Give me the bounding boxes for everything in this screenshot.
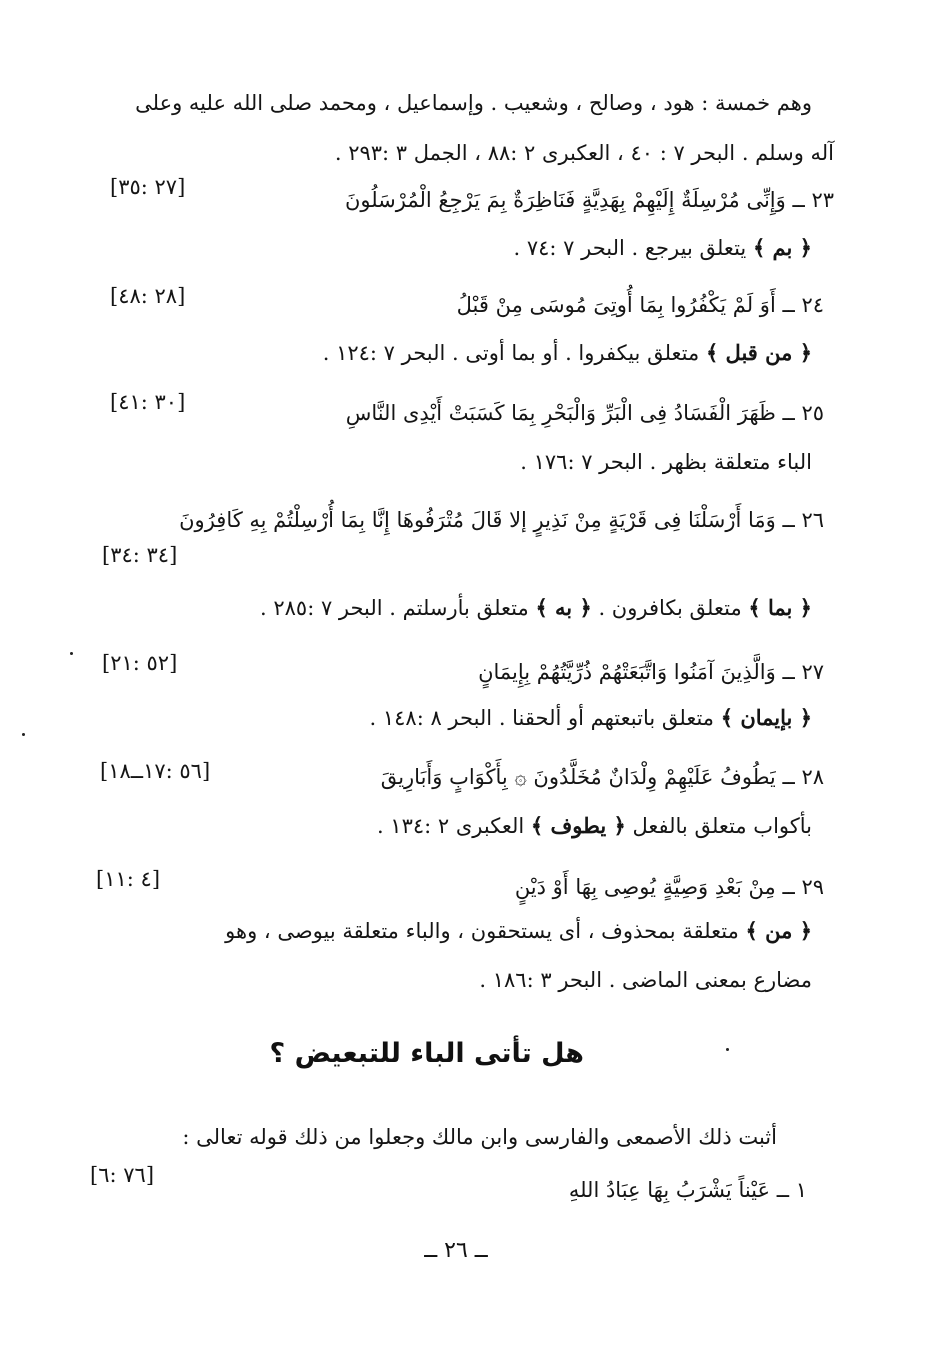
verse-26: ٢٦ ــ وَمَا أَرْسَلْنَا فِى قَرْيَةٍ مِنْ نَذِيرٍ إلا قَالَ مُتْرَفُوهَا إِنَّا بِمَا أُرْسِلْتُمْ بِهِ كَافِرُونَ xyxy=(179,508,824,532)
section-verse-1: ١ ــ عَيْناً يَشْرَبُ بِهَا عِبَادُ اللهِ xyxy=(568,1178,807,1202)
note-26-text-2: متعلق بأرسلتم . البحر ٧ :٢٨٥ . xyxy=(259,596,536,620)
margin-speck xyxy=(70,652,73,655)
intro-line-1: وهم خمسة : هود ، وصالح ، وشعيب . وإسماعيل ، ومحمد صلى الله عليه وعلى xyxy=(135,91,812,115)
verse-29-reference: [٤ :١١] xyxy=(96,867,161,891)
verse-25: ٢٥ ــ ظَهَرَ الْفَسَادُ فِى الْبَرِّ وَالْبَحْرِ بِمَا كَسَبَتْ أَيْدِى النَّاسِ xyxy=(345,401,824,425)
verse-27: ٢٧ ــ وَالَّذِينَ آمَنُوا وَاتَّبَعَتْهُمْ ذُرِّيَّتُهُمْ بِإِيمَانٍ xyxy=(478,660,824,684)
note-24-text: متعلق بيكفروا . أو بما أوتى . البحر ٧ :١٢٤ . xyxy=(322,341,706,365)
note-26-keyword-2: ﴿ به ﴾ xyxy=(535,595,592,620)
verse-29: ٢٩ ــ مِنْ بَعْدِ وَصِيَّةٍ يُوصِى بِهَا أَوْ دَيْنٍ xyxy=(514,875,824,899)
note-25: الباء متعلقة بظهر . البحر ٧ :١٧٦ . xyxy=(520,450,812,474)
note-28-text: العكبرى ٢ :١٣٤ . xyxy=(376,814,531,838)
section-verse-1-reference: [٧٦ :٦] xyxy=(90,1163,155,1187)
note-27-keyword: ﴿ بإيمان ﴾ xyxy=(720,705,812,730)
note-23-text: يتعلق بيرجع . البحر ٧ :٧٤ . xyxy=(513,236,753,260)
note-28-text-pre: بأكواب متعلق بالفعل xyxy=(625,814,812,838)
verse-28: ٢٨ ــ يَطُوفُ عَلَيْهِمْ وِلْدَانٌ مُخَلَّدُونَ ۞ بِأَكْوَابٍ وَأَبَارِيقَ xyxy=(380,765,824,789)
note-23 xyxy=(513,233,812,263)
note-24 xyxy=(323,338,812,368)
note-29-text: متعلقة بمحذوف ، أى يستحقون ، والباء متعلقة بيوصى ، وهو xyxy=(225,919,746,943)
verse-23-reference: [٢٧ :٣٥] xyxy=(110,175,186,199)
note-27-text: متعلق باتبعتهم أو ألحقنا . البحر ٨ :١٤٨ . xyxy=(369,706,721,730)
verse-25-reference: [٣٠ :٤١] xyxy=(110,390,186,414)
section-intro: أثبت ذلك الأصمعى والفارسى وابن مالك وجعلوا من ذلك قوله تعالى : xyxy=(182,1125,777,1149)
verse-28-reference: [٥٦ :١٧ــ١٨] xyxy=(100,759,211,783)
verse-26-reference: [٣٤ :٣٤] xyxy=(102,543,178,567)
note-23-keyword: ﴿ بم ﴾ xyxy=(752,235,812,260)
note-26-text-1: متعلق بكافرون . xyxy=(591,596,749,620)
verse-24: ٢٤ ــ أَوَ لَمْ يَكْفُرُوا بِمَا أُوتِىَ مُوسَى مِنْ قَبْلُ xyxy=(456,293,824,317)
note-29-line-2: مضارع بمعنى الماضى . البحر ٣ :١٨٦ . xyxy=(479,968,812,992)
note-29-keyword: ﴿ من ﴾ xyxy=(745,918,812,943)
page-number: ــ ٢٦ ــ xyxy=(424,1238,488,1263)
note-26-keyword-1: ﴿ بما ﴾ xyxy=(748,595,812,620)
section-heading: هل تأتى الباء للتبعيض ؟ xyxy=(269,1038,584,1069)
note-28-keyword: ﴿ يطوف ﴾ xyxy=(530,813,626,838)
note-24-keyword: ﴿ من قبل ﴾ xyxy=(705,340,812,365)
margin-speck xyxy=(22,733,25,736)
verse-27-reference: [٥٢ :٢١] xyxy=(102,651,178,675)
note-27 xyxy=(370,703,813,733)
intro-line-2: آله وسلم . البحر ٧ : ٤٠ ، العكبرى ٢ :٨٨ ، الجمل ٣ :٢٩٣ . xyxy=(334,141,834,165)
verse-24-reference: [٢٨ :٤٨] xyxy=(110,284,186,308)
note-28 xyxy=(377,811,812,841)
note-29 xyxy=(225,916,812,946)
print-speck xyxy=(726,1048,729,1051)
verse-23: ٢٣ ــ وَإِنِّى مُرْسِلَةٌ إِلَيْهِمْ بِهَدِيَّةٍ فَنَاظِرَةٌ بِمَ يَرْجِعُ الْمُرْسَلُونَ xyxy=(344,188,834,212)
note-26 xyxy=(260,593,812,623)
